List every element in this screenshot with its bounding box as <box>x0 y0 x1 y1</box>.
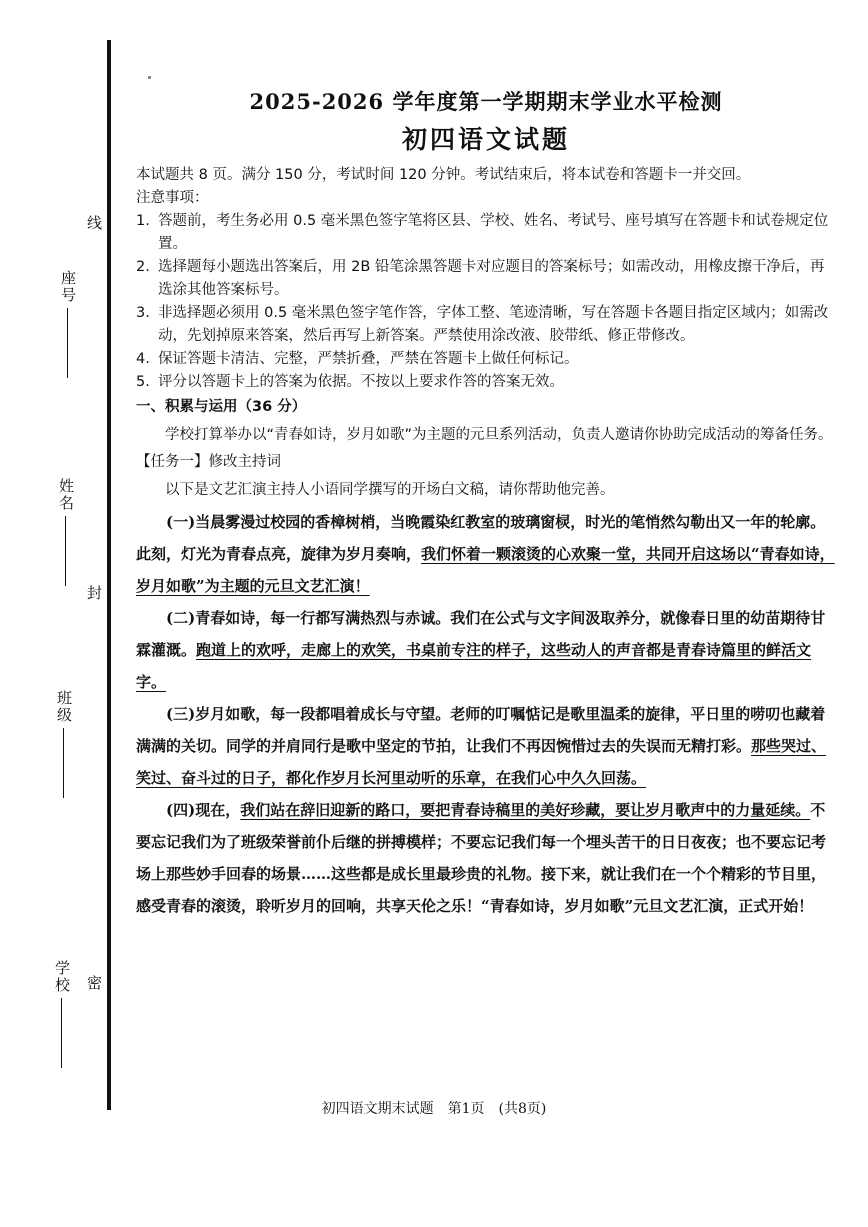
exam-title: 2025-2026 学年度第一学期期末学业水平检测 <box>249 89 723 114</box>
notes-list <box>136 210 836 394</box>
passage-paragraph-1: (一)当晨雾漫过校园的香樟树梢，当晚霞染红教室的玻璃窗棂，时光的笔悄然勾勒出又一年的轮廓。此刻，灯光为青春点亮，旋律为岁月奏响，我们怀着一颗滚烫的心欢聚一堂，共同开启这场以“青春如诗，岁月如歌”为主题的元旦文艺汇演！ <box>136 513 835 595</box>
task-title: 【任务一】修改主持词 <box>136 454 281 470</box>
underlined-sentence: 我们站在辞旧迎新的路口，要把青春诗稿里的美好珍藏，要让岁月歌声中的力量延续。 <box>240 801 811 819</box>
page-footer: 初四语文期末试题 第1页 (共8页) <box>321 1101 547 1117</box>
underlined-sentence: 跑道上的欢呼，走廊上的欢笑，书桌前专注的样子，这些动人的声音都是青春诗篇里的鲜活文字。 <box>136 641 812 691</box>
exam-intro: 本试题共 8 页。满分 150 分，考试时间 120 分钟。考试结束后，将本试卷和答题卡一并交回。 <box>136 167 751 183</box>
line-mark: 线 <box>85 215 103 230</box>
note-item: 1. 答题前，考生务必用 0.5 毫米黑色签字笔将区县、学校、姓名、考试号、座号填写在答题卡和试卷规定位置。 <box>136 213 829 252</box>
note-item: 5. 评分以答题卡上的答案为依据。不按以上要求作答的答案无效。 <box>136 374 564 390</box>
note-item: 4. 保证答题卡清洁、完整，严禁折叠，严禁在答题卡上做任何标记。 <box>136 351 579 367</box>
passage-paragraph-3: (三)岁月如歌，每一段都唱着成长与守望。老师的叮嘱惦记是歌里温柔的旋律，平日里的唠叨也藏着满满的关切。同学的并肩同行是歌中坚定的节拍，让我们不再因惋惜过去的失误而无精打彩。那些哭过、笑过、奋斗过的日子，都化作岁月长河里动听的乐章，在我们心中久久回荡。 <box>136 705 827 787</box>
note-item: 3. 非选择题必须用 0.5 毫米黑色签字笔作答，字体工整、笔迹清晰，写在答题卡各题目指定区域内；如需改动，先划掉原来答案，然后再写上新答案。严禁使用涂改液、胶带纸、修正带修改。 <box>136 305 829 344</box>
class-label: 班级 <box>55 690 73 724</box>
seal-mark: 封 <box>85 585 103 600</box>
class-field[interactable] <box>54 690 75 798</box>
note-item: 2. 选择题每小题选出答案后，用 2B 铅笔涂黑答题卡对应题目的答案标号；如需改动，用橡皮擦干净后，再选涂其他答案标号。 <box>136 259 825 298</box>
sign-mark: 密 <box>85 975 103 990</box>
seat-field[interactable] <box>58 270 79 378</box>
scan-speck <box>148 76 151 79</box>
task-intro: 以下是文艺汇演主持人小语同学撰写的开场白文稿，请你帮助他完善。 <box>165 482 615 498</box>
exam-page <box>136 86 836 922</box>
section-heading: 一、积累与运用（36 分） <box>136 399 307 415</box>
underlined-sentence: 那些哭过、笑过、奋斗过的日子，都化作岁月长河里动听的乐章，在我们心中久久回荡。 <box>136 737 827 787</box>
school-label: 学校 <box>53 960 71 994</box>
notes-heading: 注意事项： <box>136 190 209 206</box>
section-intro: 学校打算举办以“青春如诗，岁月如歌”为主题的元旦系列活动，负责人邀请你协助完成活动的筹备任务。 <box>165 427 833 443</box>
binding-margin <box>0 0 118 1227</box>
name-field[interactable] <box>56 478 77 586</box>
underlined-sentence: 我们怀着一颗滚烫的心欢聚一堂，共同开启这场以“青春如诗，岁月如歌”为主题的元旦文艺汇演！ <box>136 545 835 595</box>
name-label: 姓名 <box>57 478 75 512</box>
binding-line <box>107 40 111 1110</box>
exam-subtitle: 初四语文试题 <box>401 125 570 154</box>
passage-paragraph-2: (二)青春如诗，每一行都写满热烈与赤诚。我们在公式与文字间汲取养分，就像春日里的幼苗期待甘霖灌溉。跑道上的欢呼，走廊上的欢笑，书桌前专注的样子，这些动人的声音都是青春诗篇里的鲜活文字。 <box>136 609 826 691</box>
seat-label: 座号 <box>59 270 77 304</box>
passage-paragraph-4: (四)现在，我们站在辞旧迎新的路口，要把青春诗稿里的美好珍藏，要让岁月歌声中的力量延续。不要忘记我们为了班级荣誉前仆后继的拼搏模样；不要忘记我们每一个埋头苦干的日日夜夜；也不要忘记考场上那些妙手回春的场景……这些都是成长里最珍贵的礼物。接下来，就让我们在一个个精彩的节目里，感受青春的滚烫，聆听岁月的回响，共享天伦之乐！“青春如诗，岁月如歌”元旦文艺汇演，正式开始！ <box>136 801 827 915</box>
school-field[interactable] <box>52 960 73 1068</box>
